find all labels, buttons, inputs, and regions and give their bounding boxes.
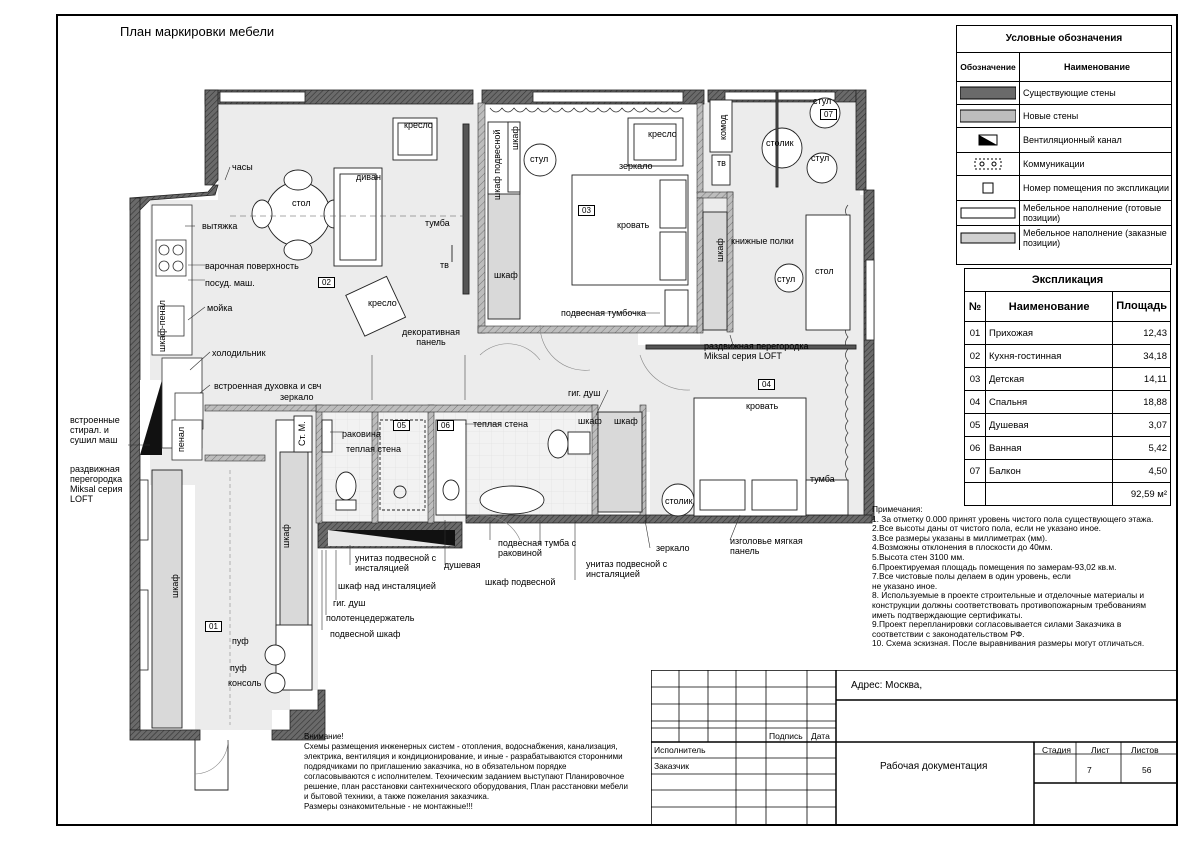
warning-line: и бытовой техники, а также пожелания заказчика. [304, 792, 490, 801]
label-razdv-2: раздвижная перегородка Miksal серия LOFT [70, 464, 123, 504]
label-podv-tumbochka: подвесная тумбочка [561, 308, 646, 318]
label-tv-1: тв [440, 260, 449, 270]
note-line: конструкции должны соответствовать противопожарным требованиям [872, 599, 1146, 610]
note-line: 3.Все размеры указаны в миллиметрах (мм). [872, 532, 1048, 543]
warning-line: Внимание! [304, 732, 344, 741]
label-stul-4: стул [777, 274, 796, 284]
label-stiral: встроенные стирал. и сушил маш [70, 415, 120, 445]
room-number-01: 01 [205, 621, 222, 632]
stamp-signature: Подпись [769, 731, 803, 741]
existing-wall-icon [960, 85, 1016, 101]
label-shkaf-6: шкаф [281, 524, 291, 548]
label-kreslo-3: кресло [648, 129, 677, 139]
label-kreslo-1: кресло [404, 120, 433, 130]
legend-label: Мебельное наполнение (готовые позиции) [1023, 203, 1162, 223]
label-divan: диван [356, 172, 381, 182]
stamp-sheet-label: Лист [1091, 745, 1110, 755]
room-number-04: 04 [758, 379, 775, 390]
room-number-icon [982, 182, 994, 194]
label-unitaz-1: унитаз подвесной с инсталяцией [355, 553, 437, 573]
legend-col-name: Наименование [1063, 62, 1131, 72]
stamp-doc-type: Рабочая документация [880, 761, 988, 772]
label-penal: пенал [176, 426, 186, 452]
legend-col-symbol: Обозначение [957, 53, 1020, 81]
label-gig-dush-2: гиг. душ [333, 598, 366, 608]
room-number-02: 02 [318, 277, 335, 288]
label-posud: посуд. маш. [205, 278, 255, 288]
note-line: 1. За отметку 0.000 принят уровень чистого пола существующего этажа. [872, 513, 1154, 524]
label-holodilnik: холодильник [212, 348, 266, 358]
legend-label: Вентиляционный канал [1023, 135, 1122, 145]
label-shkaf-3: шкаф [578, 416, 602, 426]
label-shkaf-pen: шкаф-пенал [157, 300, 167, 352]
label-razdv-1: раздвижная перегородка Miksal серия LOFT [704, 341, 809, 361]
legend-row [957, 82, 1171, 105]
label-krovat-1: кровать [617, 220, 650, 230]
stamp-sheets-label: Листов [1131, 745, 1159, 755]
legend-row [957, 105, 1171, 128]
label-stolik-2: столик [665, 496, 693, 506]
warning-note [304, 732, 628, 812]
explication-total: 92,59 м² [1113, 483, 1171, 506]
label-shkaf-podvesnoy-1: шкаф подвесной [492, 129, 502, 200]
label-unitaz-2: унитаз подвесной с инсталяцией [586, 559, 668, 579]
room-number-06: 06 [437, 420, 454, 431]
label-stol-2: стол [815, 266, 834, 276]
label-rakovina: раковина [342, 429, 381, 439]
explication-total-row [965, 483, 1171, 506]
legend-row [957, 201, 1171, 226]
table-row: 06 Ванная 5,42 [965, 437, 1171, 460]
table-row: 01 Прихожая 12,43 [965, 322, 1171, 345]
new-wall-icon [960, 108, 1016, 124]
label-podv-tumba: подвесная тумба с раковиной [498, 538, 577, 558]
explication-title: Экспликация [965, 269, 1171, 292]
label-tumba-1: тумба [425, 218, 450, 228]
stamp-performer: Исполнитель [654, 745, 706, 755]
title-stamp [651, 670, 1178, 826]
note-line: 6.Проектируемая площадь помещения по замерам-93,02 кв.м. [872, 561, 1117, 572]
legend-row [957, 128, 1171, 153]
label-tumba-2: тумба [810, 474, 835, 484]
stamp-stage-label: Стадия [1042, 745, 1071, 755]
label-puf-2: пуф [230, 663, 247, 673]
note-line: 5.Высота стен 3100 мм. [872, 551, 965, 562]
note-line: соответствии с законодательством РФ. [872, 628, 1025, 639]
label-kreslo-2: кресло [368, 298, 397, 308]
room-number-07: 07 [820, 109, 837, 120]
label-gig-dush-1: гиг. душ [568, 388, 601, 398]
label-shkaf-1: шкаф [494, 270, 518, 280]
label-duhovka: встроенная духовка и свч [214, 381, 322, 391]
label-stul-1: стул [530, 154, 549, 164]
stamp-address: Адрес: Москва, [851, 680, 923, 691]
label-polotence: полотенцедержатель [326, 613, 415, 623]
label-zerkalo-3: зеркало [280, 392, 314, 402]
label-konsol: консоль [228, 678, 262, 688]
label-teplaya-1: теплая стена [473, 419, 529, 429]
warning-line: электрика, вентиляция и кондиционирование, и иные - разрабатываются сторонними [304, 752, 623, 761]
note-line: иметь подтверждающие сертификаты. [872, 609, 1023, 620]
label-dekor-panel: декоративная панель [402, 327, 460, 347]
warning-line: согласовываются с исполнителем. Техническим заданием выступают Планировочное [304, 772, 625, 781]
label-shkaf-nad: шкаф над инсталяцией [338, 581, 436, 591]
legend-label: Мебельное наполнение (заказные позиции) [1023, 228, 1167, 248]
ready-furniture-icon [960, 206, 1016, 220]
label-knizh-polki: книжные полки [731, 236, 794, 246]
communications-icon [973, 157, 1003, 171]
legend-label: Коммуникации [1023, 159, 1085, 169]
label-krovat-2: кровать [746, 401, 779, 411]
note-line: 10. Схема эскизная. После выравнивания размеры могут отличаться. [872, 638, 1145, 649]
note-line: 4.Возможны отклонения в плоскости до 40мм. [872, 542, 1053, 553]
room-number-03: 03 [578, 205, 595, 216]
explication-table [964, 268, 1171, 506]
label-izgolovye: изголовье мягкая панель [730, 536, 803, 556]
table-row: 05 Душевая 3,07 [965, 414, 1171, 437]
table-row: 03 Детская 14,11 [965, 368, 1171, 391]
label-komod: комод [718, 114, 728, 140]
label-shkaf-2: шкаф [715, 238, 725, 262]
label-stul-2: стул [813, 96, 832, 106]
label-tv-2: тв [717, 158, 726, 168]
label-shkaf-podv-2: шкаф подвесной [485, 577, 556, 587]
table-row: 07 Балкон 4,50 [965, 460, 1171, 483]
table-row: 02 Кухня-гостинная 34,18 [965, 345, 1171, 368]
note-line: не указано иное. [872, 580, 938, 591]
page-title: План маркировки мебели [120, 24, 275, 39]
custom-furniture-icon [960, 231, 1016, 245]
legend-label: Новые стены [1023, 111, 1079, 121]
warning-line: подрядчиками по приглашению заказчика, но в обязательном порядке [304, 762, 567, 771]
legend-label: Существующие стены [1023, 88, 1116, 98]
legend-label: Номер помещения по экспликации [1023, 183, 1169, 193]
legend-header: Условные обозначения [957, 26, 1171, 53]
notes-heading: Примечания: [872, 504, 923, 514]
explication-col-no: № [965, 292, 986, 322]
label-puf-1: пуф [232, 636, 249, 646]
label-dushevaya: душевая [444, 560, 481, 570]
legend-col-headers [957, 53, 1171, 82]
legend-row [957, 153, 1171, 176]
warning-line: Схемы размещения инженерных систем - отопления, водоснабжения, канализация, [304, 742, 618, 751]
label-zerkalo-2: зеркало [656, 543, 690, 553]
note-line: 7.Все чистовые полы делаем в один уровень, если [872, 571, 1071, 582]
explication-col-area: Площадь [1113, 292, 1171, 322]
vent-channel-icon [978, 134, 998, 146]
table-row: 04 Спальня 18,88 [965, 391, 1171, 414]
label-zerkalo-1: зеркало [619, 161, 653, 171]
label-shkaf-v-1: шкаф [510, 126, 520, 150]
notes [872, 505, 1153, 649]
warning-line: Размеры ознакомительные - не монтажные!!! [304, 802, 473, 811]
note-line: 8. Используемые в проекте строительные и отделочные материалы и [872, 590, 1145, 601]
label-varochnaya: варочная поверхность [205, 261, 299, 271]
stamp-date: Дата [811, 731, 830, 741]
label-moyka: мойка [207, 303, 233, 313]
label-shkaf-5: шкаф [170, 574, 180, 598]
note-line: 2.Все высоты даны от чистого пола, если не указано иное. [872, 523, 1101, 534]
explication-col-name: Наименование [986, 292, 1113, 322]
stamp-sheets: 56 [1142, 765, 1152, 775]
label-teplaya-2: теплая стена [346, 444, 402, 454]
warning-line: решение, план расстановки сантехнического оборудования, План расстановки мебели [304, 782, 628, 791]
legend-row [957, 176, 1171, 201]
legend-row [957, 226, 1171, 250]
stamp-customer: Заказчик [654, 761, 689, 771]
stamp-sheet: 7 [1087, 765, 1092, 775]
label-shkaf-4: шкаф [614, 416, 638, 426]
label-podv-shkaf: подвесной шкаф [330, 629, 401, 639]
label-vytyazhka: вытяжка [202, 221, 238, 231]
label-chasy: часы [232, 162, 253, 172]
room-number-05: 05 [393, 420, 410, 431]
label-stolik-1: столик [766, 138, 794, 148]
note-line: 9.Проект перепланировки согласовывается силами Заказчика в [872, 619, 1122, 630]
label-st-m: Ст. М. [297, 421, 307, 446]
legend [956, 25, 1172, 265]
label-stol: стол [292, 198, 311, 208]
label-stul-3: стул [811, 153, 830, 163]
